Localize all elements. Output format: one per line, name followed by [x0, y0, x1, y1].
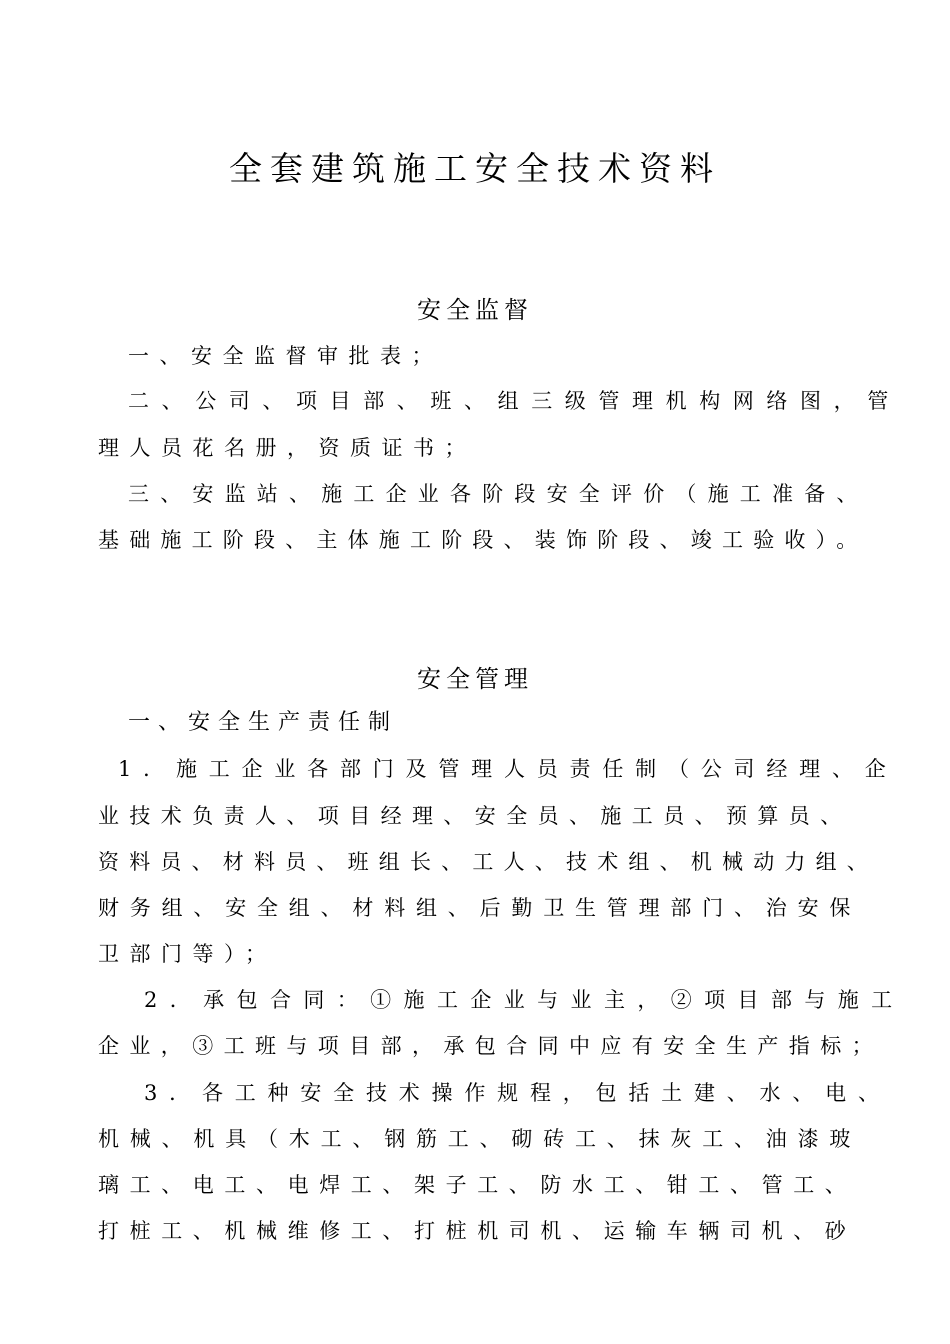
paragraph-line: 财务组、安全组、材料组、后勤卫生管理部门、治安保: [98, 896, 862, 920]
paragraph-line: 业技术负责人、项目经理、安全员、施工员、预算员、: [98, 804, 852, 828]
paragraph-line: 打桩工、机械维修工、打桩机司机、运输车辆司机、砂: [98, 1219, 857, 1243]
document-title: 全套建筑施工安全技术资料: [229, 149, 721, 188]
paragraph-line: 资料员、材料员、班组长、工人、技术组、机械动力组、: [98, 850, 878, 874]
paragraph-line: 卫部门等）；: [98, 942, 277, 966]
paragraph-line: 璃工、电工、电焊工、架子工、防水工、钳工、管工、: [98, 1173, 857, 1197]
section-heading-management: 安全管理: [417, 665, 533, 693]
paragraph-line: 理人员花名册，资质证书；: [98, 436, 476, 460]
paragraph-line: 二、公司、项目部、班、组三级管理机构网络图，管: [128, 389, 901, 413]
paragraph-line: 2．承包合同：①施工企业与业主，②项目部与施工: [144, 988, 905, 1012]
subheading-safety-responsibility: 一、安全生产责任制: [128, 710, 399, 735]
section-heading-supervision: 安全监督: [417, 296, 533, 324]
paragraph-line: 三、安监站、施工企业各阶段安全评价（施工准备、: [128, 482, 869, 506]
paragraph-line: 企业，③工班与项目部，承包合同中应有安全生产指标；: [98, 1034, 883, 1058]
paragraph-line: 一、安全监督审批表；: [128, 344, 443, 368]
paragraph-line: 基础施工阶段、主体施工阶段、装饰阶段、竣工验收）。: [98, 528, 868, 552]
paragraph-line: 1．施工企业各部门及管理人员责任制（公司经理、企: [118, 757, 898, 781]
paragraph-line: 3．各工种安全技术操作规程，包括土建、水、电、: [144, 1081, 891, 1105]
paragraph-line: 机械、机具（木工、钢筋工、砌砖工、抹灰工、油漆玻: [98, 1127, 862, 1151]
